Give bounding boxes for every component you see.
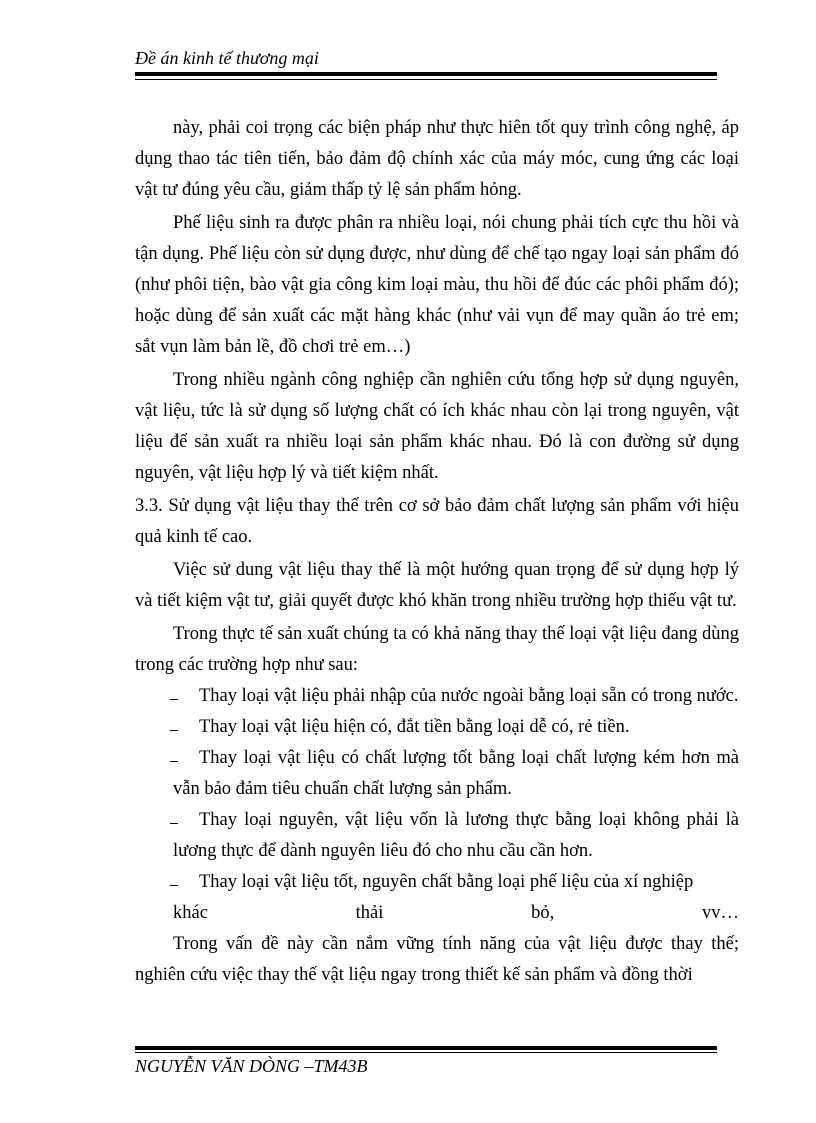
justified-line bbox=[135, 898, 739, 929]
header-rule-thick bbox=[135, 72, 717, 76]
list-item: Thay loại vật liệu hiện có, đắt tiền bằng loại dễ có, rẻ tiền. bbox=[135, 712, 739, 743]
paragraph: Trong nhiều ngành công nghiệp cần nghiên cứu tổng hợp sử dụng nguyên, vật liệu, tức là sử dụng số lượng chất có ích khác nhau còn lại trong nguyên, vật liệu để sản xuất ra nhiều loại sản phẩm khác nhau. Đó là con đường sử dụng nguyên, vật liệu hợp lý và tiết kiệm nhất. bbox=[135, 370, 739, 483]
paragraph: Phế liệu sinh ra được phân ra nhiều loại, nói chung phải tích cực thu hồi và tận dụng. Phế liệu còn sử dụng được, như dùng để chế tạo ngay loại sản phẩm đó (như phôi tiện, bào vật gia công kim loại màu, thu hồi để đúc các phôi phẩm đó); hoặc dùng để sản xuất các mặt hàng khác (như vải vụn để may quần áo trẻ em; sắt vụn làm bản lề, đồ chơi trẻ em…) bbox=[135, 213, 739, 357]
list-item: Thay loại vật liệu phải nhập của nước ngoài bằng loại sẵn có trong nước. bbox=[135, 681, 739, 712]
document-body bbox=[135, 113, 739, 991]
footer-rule-thin bbox=[135, 1052, 717, 1053]
footer-rule-thick bbox=[135, 1046, 717, 1050]
page-header-title: Đề án kinh tế thương mại bbox=[135, 48, 319, 68]
word: bỏ, bbox=[531, 903, 555, 923]
list-item: Thay loại nguyên, vật liệu vốn là lương thực bằng loại không phải là lương thực để dành nguyên liêu đó cho nhu cầu cần hơn. bbox=[135, 805, 739, 867]
paragraph: Trong thực tế sản xuất chúng ta có khả năng thay thế loại vật liệu đang dùng trong các trường hợp như sau: bbox=[135, 624, 739, 675]
list-item: Thay loại vật liệu có chất lượng tốt bằng loại chất lượng kém hơn mà vẫn bảo đảm tiêu chuẩn chất lượng sản phẩm. bbox=[135, 743, 739, 805]
header-rule-thin bbox=[135, 79, 717, 80]
paragraph: Việc sử dung vật liệu thay thế là một hướng quan trọng để sử dụng hợp lý và tiết kiệm vật tư, giải quyết được khó khăn trong nhiều trường hợp thiếu vật tư. bbox=[135, 560, 739, 611]
paragraph: Trong vấn đề này cần nắm vững tính năng của vật liệu được thay thế; nghiên cứu việc thay thế vật liệu ngay trong thiết kế sản phẩm và đồng thời bbox=[135, 934, 739, 985]
word: khác bbox=[173, 903, 208, 923]
footer-author: NGUYỄN VĂN DÒNG –TM43B bbox=[135, 1056, 368, 1076]
paragraph: này, phải coi trọng các biện pháp như thực hiên tốt quy trình công nghệ, áp dụng thao tác tiên tiến, bảo đảm độ chính xác của máy móc, cung ứng các loại vật tư đúng yêu cầu, giảm thấp tỷ lệ sản phẩm hỏng. bbox=[135, 118, 739, 200]
word: vv… bbox=[701, 903, 739, 923]
word: thải bbox=[355, 903, 384, 923]
list-item: Thay loại vật liệu tốt, nguyên chất bằng loại phế liệu của xí nghiệp bbox=[135, 867, 739, 898]
section-heading: 3.3. Sử dụng vật liệu thay thế trên cơ sở bảo đảm chất lượng sản phẩm với hiệu quả kinh tế cao. bbox=[135, 496, 739, 547]
